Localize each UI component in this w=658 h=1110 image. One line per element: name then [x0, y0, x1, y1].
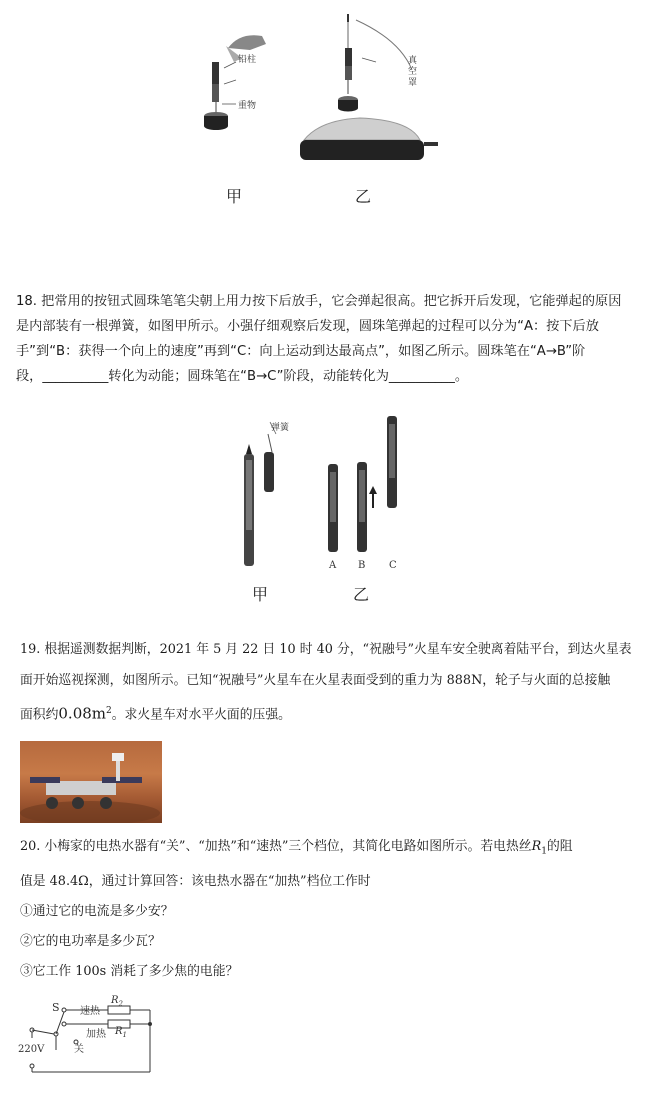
q18-line-1: 18. 把常用的按钮式圆珠笔笔尖朝上用力按下后放手，它会弹起很高。把它拆开后发现，它能弹起的原因	[16, 294, 622, 309]
q18-line-4: 段，__________转化为动能；圆珠笔在“B→C”阶段，动能转化为__________。	[16, 369, 469, 384]
q19-line-3-a: 面积约	[20, 707, 59, 723]
label-pen-c: C	[389, 560, 397, 571]
circuit-label-suhre: 速热	[80, 1006, 100, 1017]
circuit-r1-symbol: R	[115, 1026, 123, 1037]
q20-line-1-b: 的阻	[546, 839, 573, 854]
label-tanhuang: 弹簧	[271, 423, 290, 433]
label-jia-2: 甲	[252, 585, 269, 604]
q20-sub-2: ②它的电功率是多少瓦？	[20, 933, 161, 949]
q19-line-3	[20, 696, 640, 730]
label-zhongwu: 重物	[238, 101, 257, 111]
q19-line-3-b: 。求火星车对水平火面的压强。	[111, 707, 291, 723]
label-pen-a: A	[329, 560, 337, 571]
circuit-label-r1	[115, 1026, 127, 1039]
label-zhenkongzhao: 真空罩	[408, 56, 418, 88]
q20-r1-symbol: R	[531, 839, 542, 854]
q20-line-1-a: 20. 小梅家的电热水器有“关”、“加热”和“速热”三个档位，其简化电路如图所示。若电热丝	[20, 839, 532, 854]
q19-area-exponent: 2	[106, 706, 112, 716]
mars-rover-photo	[20, 741, 162, 823]
q19-line-2: 面开始巡视探测，如图所示。已知“祝融号”火星车在火星表面受到的重力为 888N，轮子与火面的总接触	[20, 673, 611, 688]
q20-r1-sub: 1	[541, 846, 547, 857]
q20-line-2: 值是 48.4Ω，通过计算回答：该电热水器在“加热”档位工作时	[20, 873, 371, 889]
mars-rover-illustration	[20, 741, 162, 823]
q18-line-2: 是内部装有一根弹簧，如图甲所示。小强仔细观察后发现，圆珠笔弹起的过程可以分为“A：按下后放	[16, 319, 599, 334]
label-yi-2: 乙	[353, 585, 370, 604]
circuit-r2-sub: 2	[118, 1000, 123, 1008]
question-19	[20, 634, 640, 730]
label-yi-1: 乙	[355, 187, 372, 206]
label-pen-b: B	[358, 560, 366, 571]
figure-pens	[230, 412, 420, 572]
question-18	[16, 289, 644, 389]
lead-cylinder-illustration	[200, 0, 460, 180]
q20-line-1	[20, 832, 640, 867]
circuit-label-jiare: 加热	[86, 1029, 106, 1040]
circuit-r2-symbol: R	[111, 995, 119, 1006]
circuit-label-voltage: 220V	[18, 1044, 45, 1055]
circuit-label-guan: 关	[74, 1044, 84, 1055]
circuit-label-r2	[111, 995, 123, 1008]
q19-line-1: 19. 根据遥测数据判断，2021 年 5 月 22 日 10 时 40 分，“祝融号”火星车安全驶离着陆平台，到达火星表	[20, 642, 632, 657]
label-qianzhu: 铅柱	[238, 55, 257, 65]
q20-sub-3: ③它工作 100s 消耗了多少焦的电能？	[20, 963, 239, 979]
question-20	[20, 832, 640, 987]
q19-area-value: 0.08m	[58, 704, 107, 723]
q20-sub-1: ①通过它的电流是多少安？	[20, 903, 174, 919]
pen-illustration	[230, 412, 420, 572]
circuit-label-s: S	[52, 1001, 60, 1014]
circuit-r1-sub: 1	[122, 1031, 127, 1039]
label-jia-1: 甲	[226, 187, 243, 206]
q18-line-3: 手”到“B：获得一个向上的速度”再到“C：向上运动到达最高点”，如图乙所示。圆珠笔在“A→B”阶	[16, 344, 586, 359]
